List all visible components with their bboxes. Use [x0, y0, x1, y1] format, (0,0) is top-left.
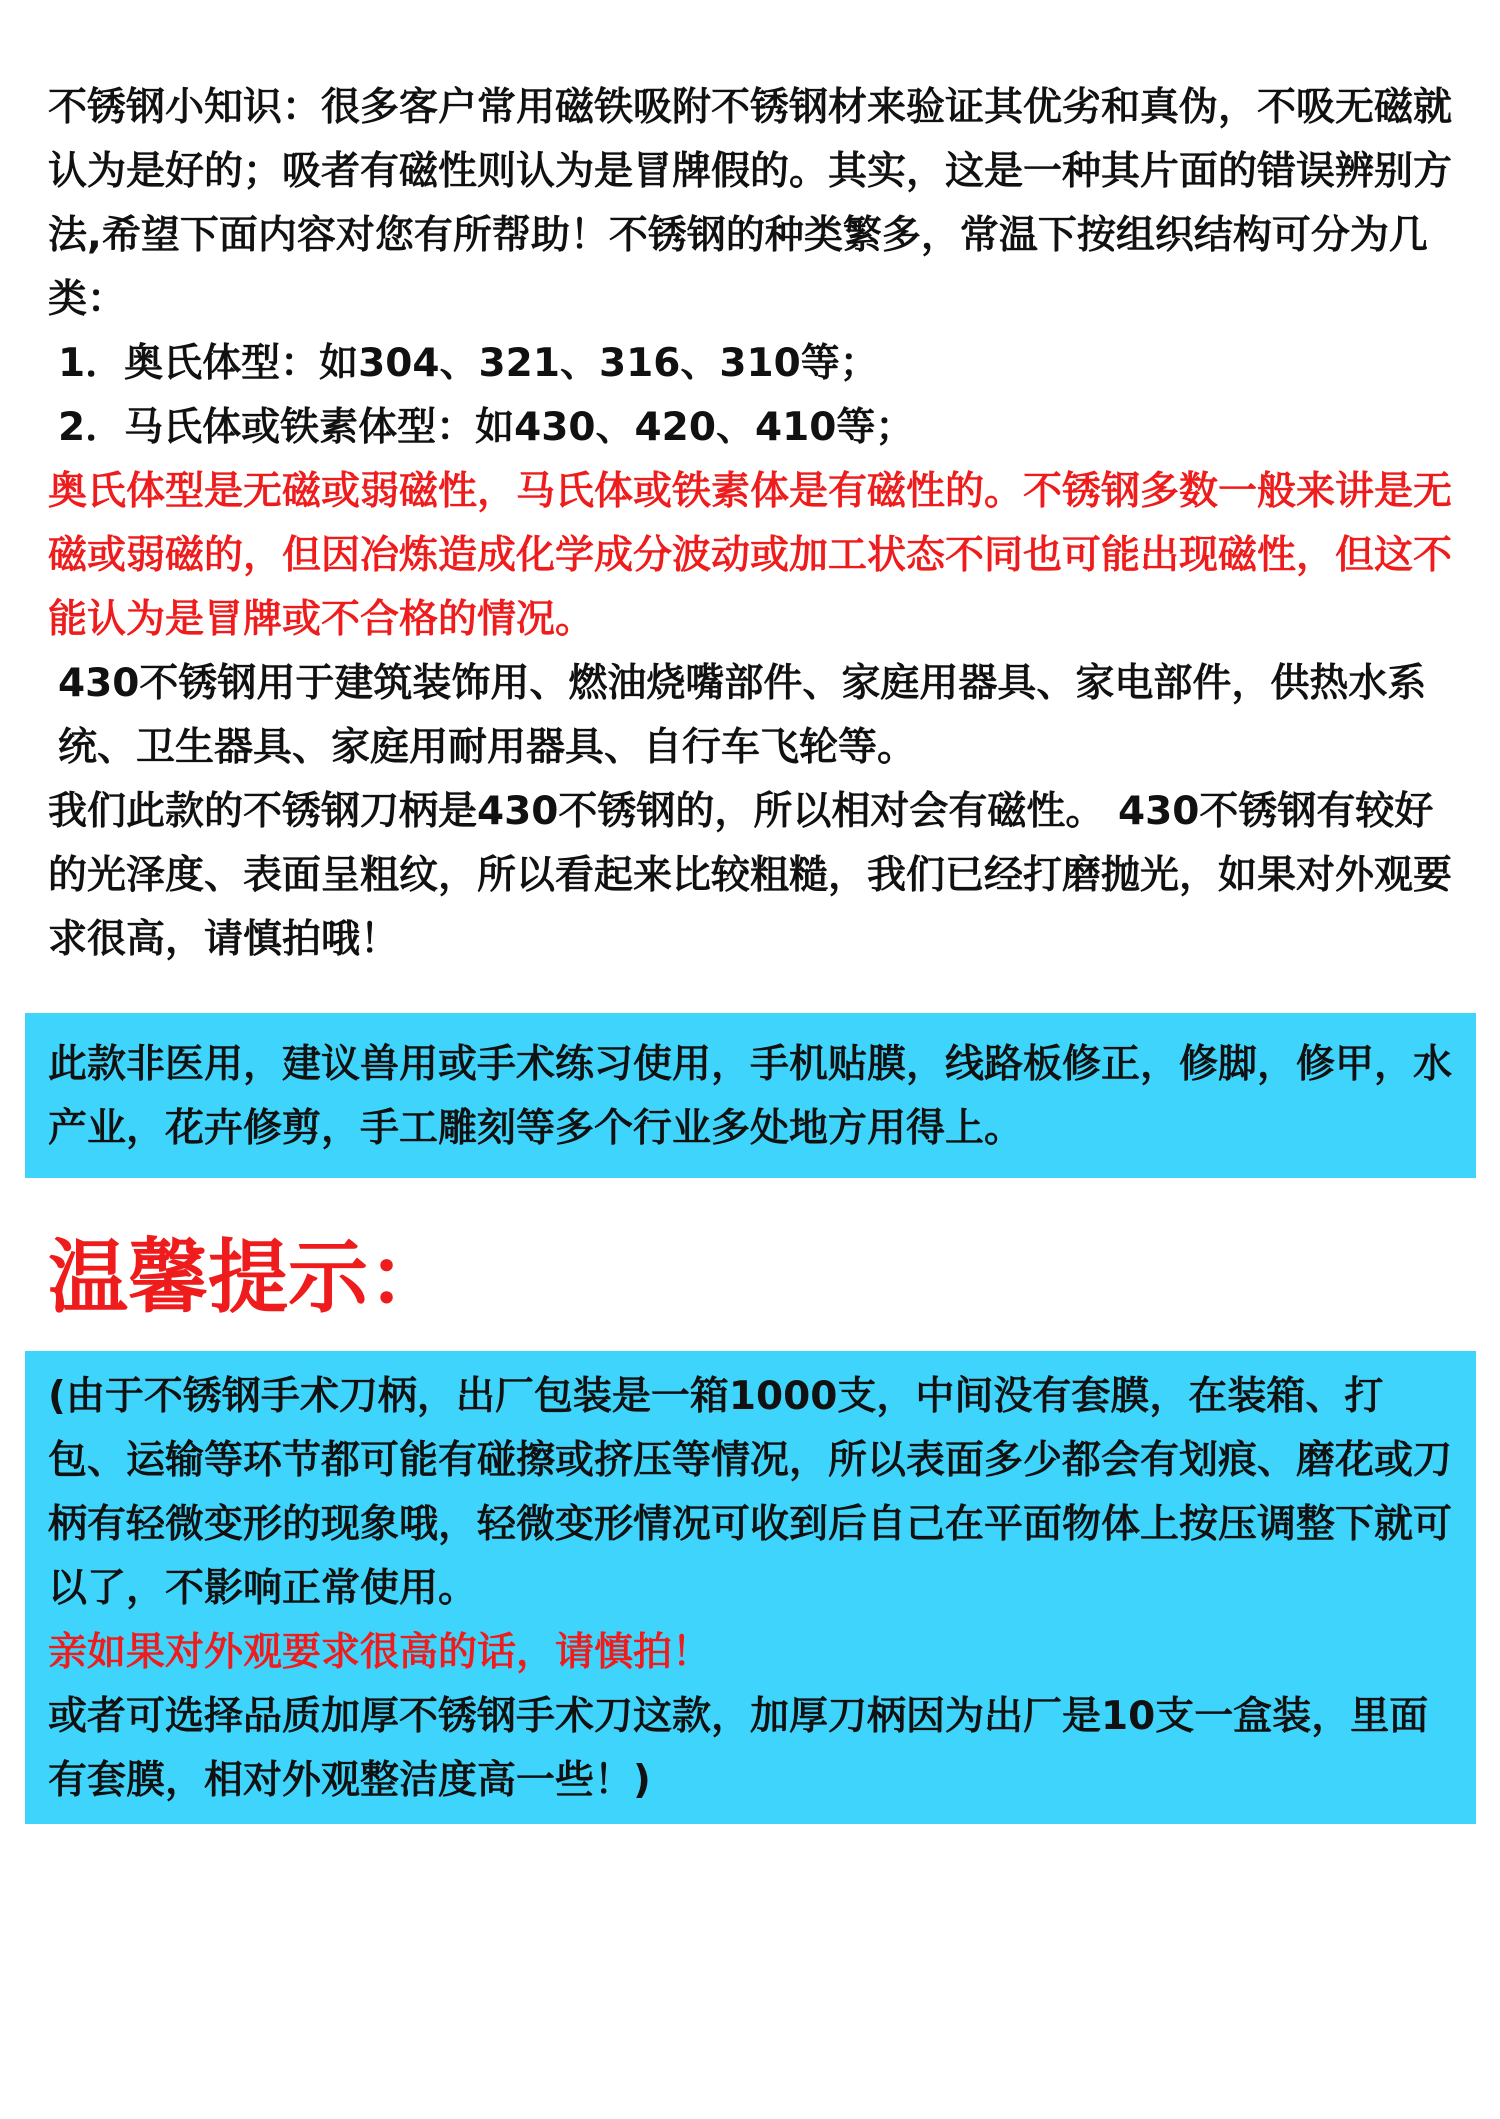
intro-paragraph: 不锈钢小知识：很多客户常用磁铁吸附不锈钢材来验证其优劣和真伪，不吸无磁就认为是好的；吸者有磁性则认为是冒牌假的。其实，这是一种其片面的错误辨别方法,希望下面内容对您有所帮助！不锈钢的种类繁多，常温下按组织结构可分为几类：: [48, 85, 1453, 322]
usage-info-text: 此款非医用，建议兽用或手术练习使用，手机贴膜，线路板修正，修脚，修甲，水产业，花卉修剪，手工雕刻等多个行业多处地方用得上。: [48, 1042, 1453, 1151]
list-item-austenitic: 1．奥氏体型：如304、321、316、310等；: [58, 341, 879, 386]
magnetism-warning-paragraph: 奥氏体型是无磁或弱磁性，马氏体或铁素体是有磁性的。不锈钢多数一般来讲是无磁或弱磁的，但因冶炼造成化学成分波动或加工状态不同也可能出现磁性，但这不能认为是冒牌或不合格的情况。: [48, 469, 1453, 642]
steel-430-usage-paragraph: 430不锈钢用于建筑装饰用、燃油烧嘴部件、家庭用器具、家电部件，供热水系统、卫生器具、家庭用耐用器具、自行车飞轮等。: [58, 661, 1427, 770]
stainless-steel-knowledge-section: [48, 76, 1458, 972]
packaging-note-paragraph: (由于不锈钢手术刀柄，出厂包装是一箱1000支，中间没有套膜，在装箱、打包、运输等环节都可能有碰擦或挤压等情况，所以表面多少都会有划痕、磨花或刀柄有轻微变形的现象哦，轻微变形情况可收到后自己在平面物体上按压调整下就可以了，不影响正常使用。: [48, 1374, 1453, 1611]
warm-tips-box: [25, 1351, 1476, 1824]
warm-tips-title: 温馨提示：: [48, 1231, 448, 1324]
thick-handle-suggestion: 或者可选择品质加厚不锈钢手术刀这款，加厚刀柄因为出厂是10支一盒装，里面有套膜，相对外观整洁度高一些！): [48, 1694, 1429, 1803]
list-item-martensitic: 2．马氏体或铁素体型：如430、420、410等；: [58, 405, 915, 450]
usage-info-box: [25, 1013, 1476, 1178]
careful-purchase-note: 亲如果对外观要求很高的话，请慎拍！: [48, 1630, 712, 1675]
handle-material-paragraph: 我们此款的不锈钢刀柄是430不锈钢的，所以相对会有磁性。 430不锈钢有较好的光泽度、表面呈粗纹，所以看起来比较粗糙，我们已经打磨抛光，如果对外观要求很高，请慎拍哦！: [48, 789, 1453, 962]
